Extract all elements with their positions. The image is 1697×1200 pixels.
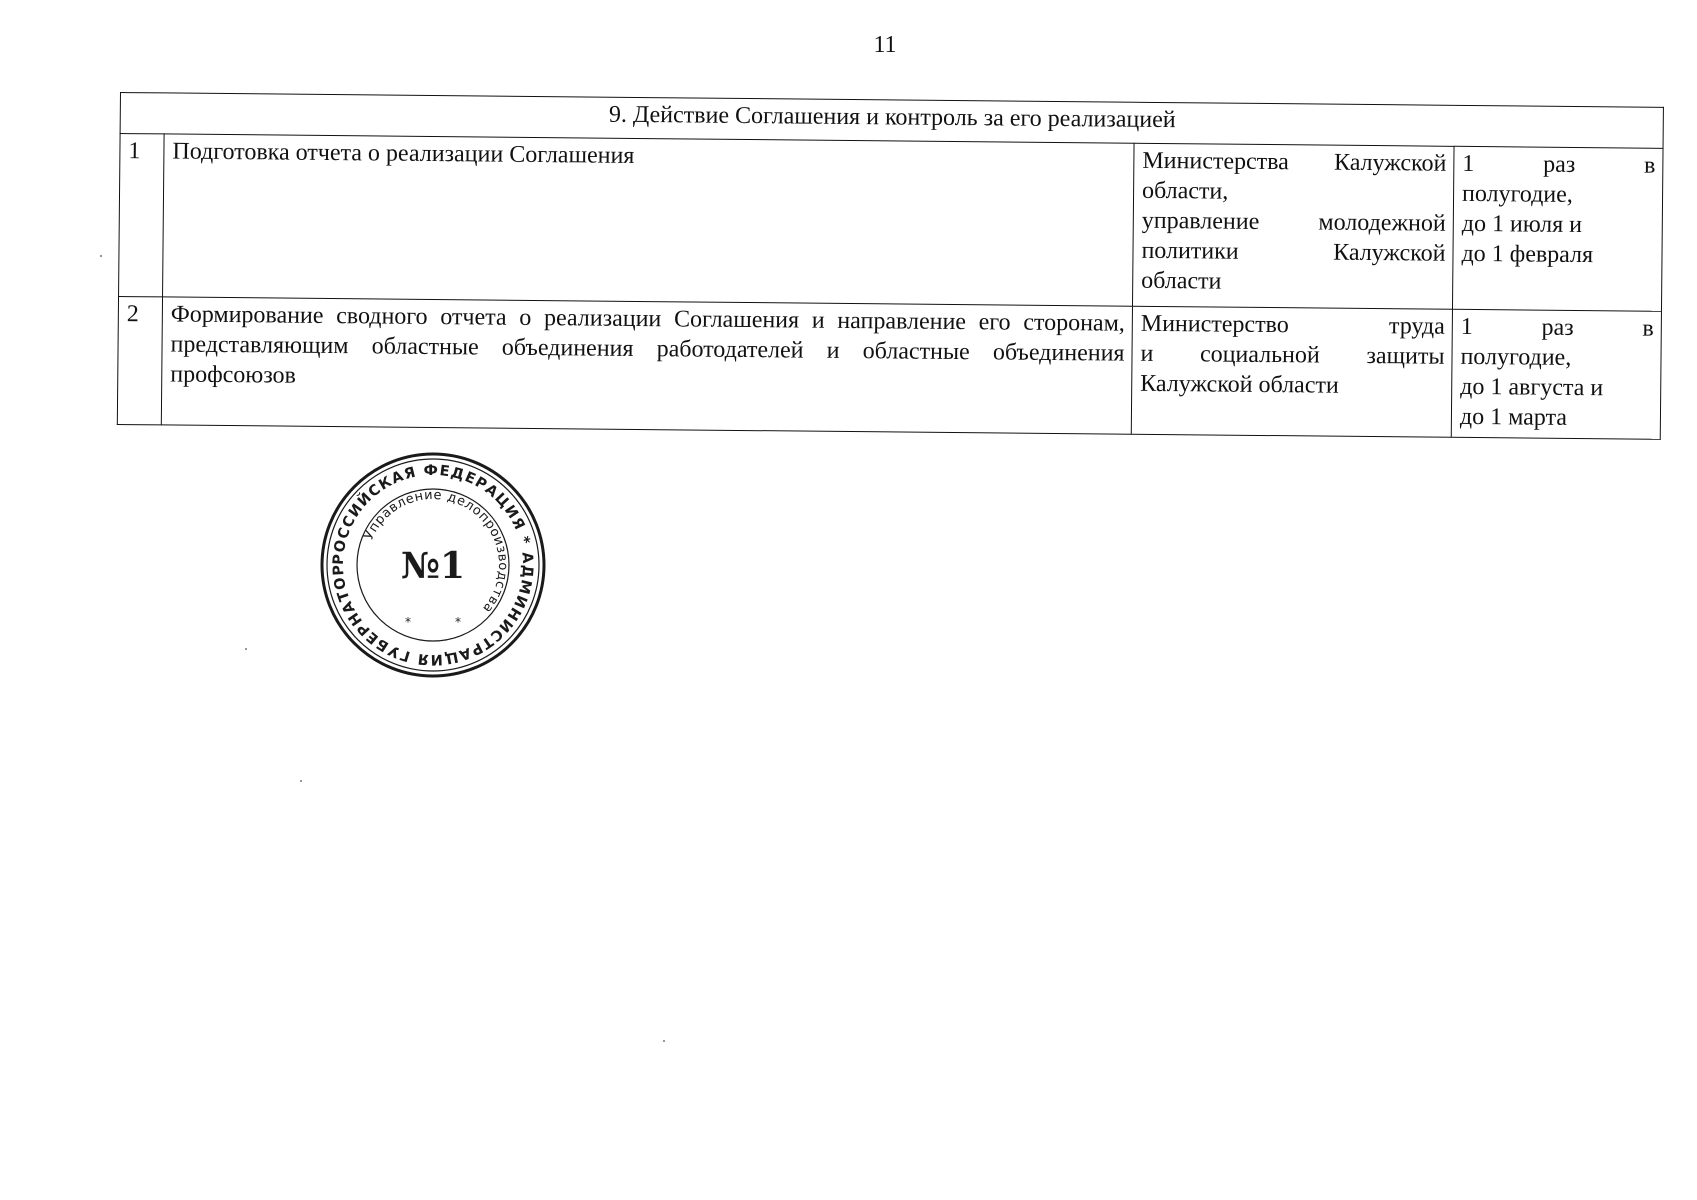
action-plan-table xyxy=(117,92,1664,440)
deadline-cell xyxy=(1451,309,1661,439)
responsible-line: Министерства Калужской xyxy=(1142,147,1447,177)
deadline-line: до 1 августа и xyxy=(1460,373,1604,402)
deadline-line: 1 раз в xyxy=(1462,150,1656,179)
official-stamp xyxy=(318,450,548,680)
deadline-line: до 1 июля и xyxy=(1461,210,1583,239)
star-icon: * xyxy=(455,615,461,629)
stamp-outer-text: РОССИЙСКАЯ ФЕДЕРАЦИЯ * АДМИНИСТРАЦИЯ ГУБЕРНАТОР xyxy=(330,462,536,668)
table-row xyxy=(117,296,1661,439)
deadline-line: полугодие, xyxy=(1461,180,1573,208)
activity-cell: Подготовка отчета о реализации Соглашения xyxy=(163,134,1135,306)
responsible-line: Министерство труда xyxy=(1140,310,1445,340)
scan-speck xyxy=(245,648,247,650)
action-plan-table-wrapper xyxy=(117,92,1663,440)
responsible-cell xyxy=(1131,306,1452,437)
responsible-line: области, xyxy=(1141,177,1229,205)
row-number: 2 xyxy=(117,296,162,424)
deadline-cell xyxy=(1452,146,1663,311)
responsible-line: политики Калужской xyxy=(1141,237,1446,267)
scan-speck xyxy=(100,255,102,257)
responsible-line: управление молодежной xyxy=(1141,207,1446,237)
page-number: 11 xyxy=(873,32,897,58)
scan-speck xyxy=(663,1040,665,1042)
responsible-line: области xyxy=(1141,267,1222,295)
section-title: 9. Действие Соглашения и контроль за его реализацией xyxy=(120,93,1663,149)
stamp-graphic xyxy=(318,450,548,680)
star-icon: * xyxy=(405,615,411,629)
stamp-center-number: №1 xyxy=(400,545,466,587)
deadline-line: до 1 марта xyxy=(1459,403,1568,431)
activity-cell: Формирование сводного отчета о реализации Соглашения и направление его сторонам, представляющим областные объединения работодателей и областные объединения профсоюзов xyxy=(161,297,1132,434)
deadline-line: до 1 февраля xyxy=(1461,240,1594,269)
scan-speck xyxy=(300,780,302,782)
responsible-line: и социальной защиты xyxy=(1140,340,1445,370)
row-number: 1 xyxy=(119,134,165,297)
stamp-inner-text: Управление делопроизводства xyxy=(361,487,511,616)
responsible-cell xyxy=(1132,143,1454,309)
deadline-line: полугодие, xyxy=(1460,343,1572,371)
table-row xyxy=(119,134,1663,312)
responsible-line: Калужской области xyxy=(1140,370,1339,399)
deadline-line: 1 раз в xyxy=(1460,313,1654,342)
